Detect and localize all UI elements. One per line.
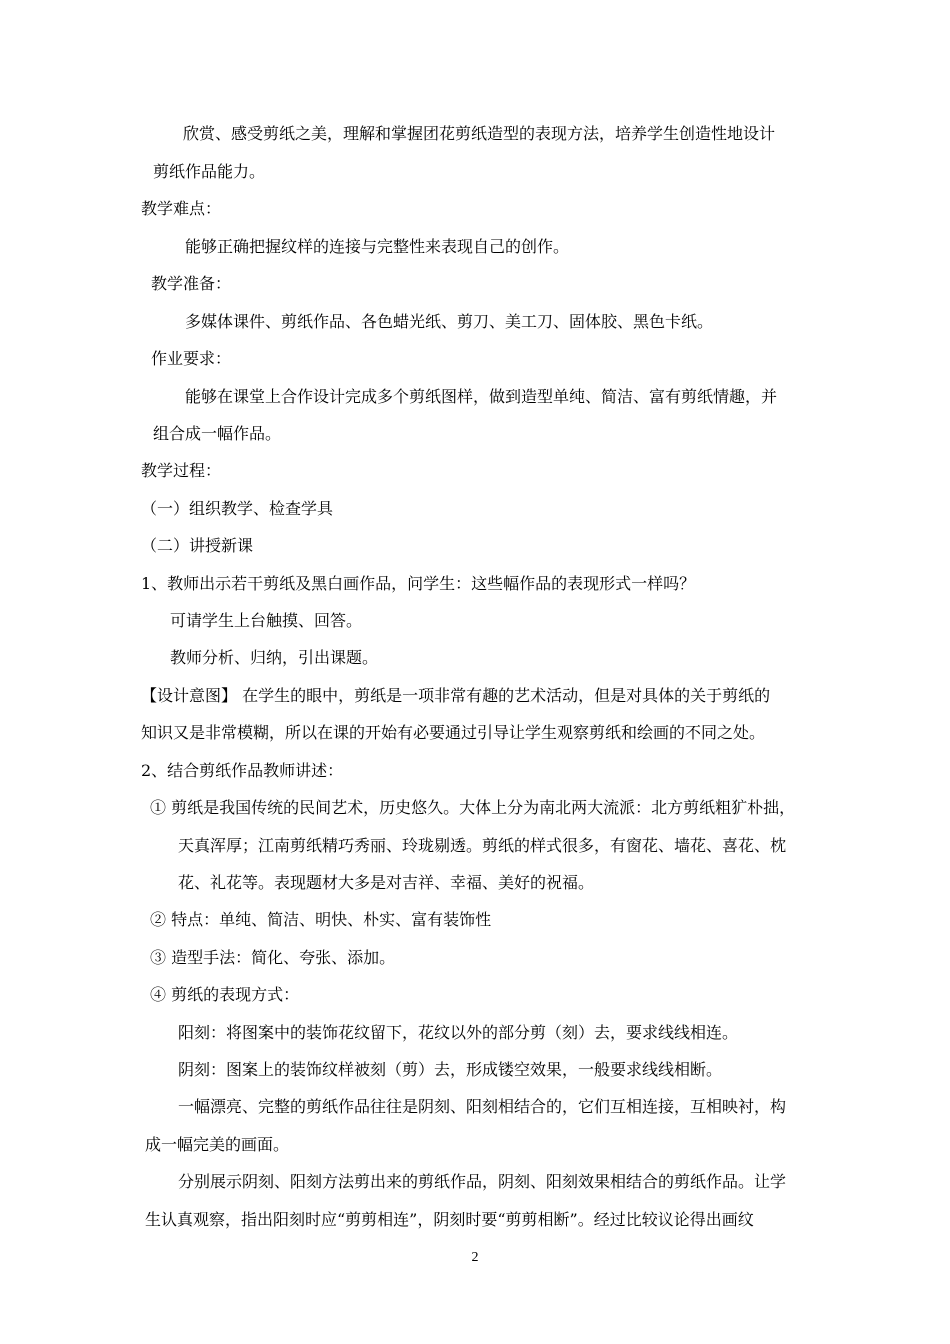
text-line: 剪纸作品能力。 — [153, 162, 266, 181]
text-line: （一）组织教学、检查学具 — [141, 499, 334, 518]
text-line: 分别展示阴刻、阳刻方法剪出来的剪纸作品，阴刻、阳刻效果相结合的剪纸作品。让学 — [178, 1172, 787, 1191]
text-line: 2、结合剪纸作品教师讲述： — [141, 761, 344, 780]
list-item: ③ 造型手法：简化、夸张、添加。 — [150, 948, 396, 967]
list-item: ① 剪纸是我国传统的民间艺术，历史悠久。大体上分为南北两大流派：北方剪纸粗犷朴拙， — [150, 798, 796, 817]
text-line: 阳刻：将图案中的装饰花纹留下，花纹以外的部分剪（刻）去，要求线线相连。 — [178, 1023, 739, 1042]
text-line: 成一幅完美的画面。 — [145, 1135, 290, 1154]
text-line: 欣赏、感受剪纸之美，理解和掌握团花剪纸造型的表现方法，培养学生创造性地设计 — [183, 124, 776, 143]
text-line: 生认真观察，指出阳刻时应“剪剪相连”，阴刻时要“剪剪相断”。经过比较议论得出画纹 — [145, 1210, 754, 1229]
list-item: ④ 剪纸的表现方式： — [150, 985, 300, 1004]
page-number: 2 — [471, 1250, 479, 1265]
text-line: 可请学生上台触摸、回答。 — [170, 611, 363, 630]
text-line: 花、礼花等。表现题材大多是对吉祥、幸福、美好的祝福。 — [178, 873, 595, 892]
text-line: 教师分析、归纳，引出课题。 — [170, 648, 379, 667]
text-line: （二）讲授新课 — [141, 536, 254, 555]
list-item: ② 特点：单纯、简洁、明快、朴实、富有装饰性 — [150, 910, 492, 929]
text-line: 多媒体课件、剪纸作品、各色蜡光纸、剪刀、美工刀、固体胶、黑色卡纸。 — [185, 312, 714, 331]
section-heading: 作业要求： — [151, 349, 232, 368]
section-heading: 教学难点： — [141, 199, 222, 218]
section-heading: 教学准备： — [151, 274, 232, 293]
text-line: 组合成一幅作品。 — [153, 424, 282, 443]
text-line: 【设计意图】 在学生的眼中，剪纸是一项非常有趣的艺术活动，但是对具体的关于剪纸的 — [141, 686, 771, 705]
section-heading: 教学过程： — [141, 461, 222, 480]
text-line: 知识又是非常模糊，所以在课的开始有必要通过引导让学生观察剪纸和绘画的不同之处。 — [141, 723, 766, 742]
text-line: 一幅漂亮、完整的剪纸作品往往是阴刻、阳刻相结合的，它们互相连接，互相映衬，构 — [178, 1097, 787, 1116]
text-line: 阴刻：图案上的装饰纹样被刻（剪）去，形成镂空效果，一般要求线线相断。 — [178, 1060, 723, 1079]
text-line: 1、教师出示若干剪纸及黑白画作品，问学生：这些幅作品的表现形式一样吗？ — [141, 574, 696, 593]
text-line: 能够在课堂上合作设计完成多个剪纸图样，做到造型单纯、简洁、富有剪纸情趣，并 — [185, 387, 778, 406]
text-line: 能够正确把握纹样的连接与完整性来表现自己的创作。 — [185, 237, 570, 256]
text-line: 天真浑厚；江南剪纸精巧秀丽、玲珑剔透。剪纸的样式很多，有窗花、墙花、喜花、枕 — [178, 836, 787, 855]
